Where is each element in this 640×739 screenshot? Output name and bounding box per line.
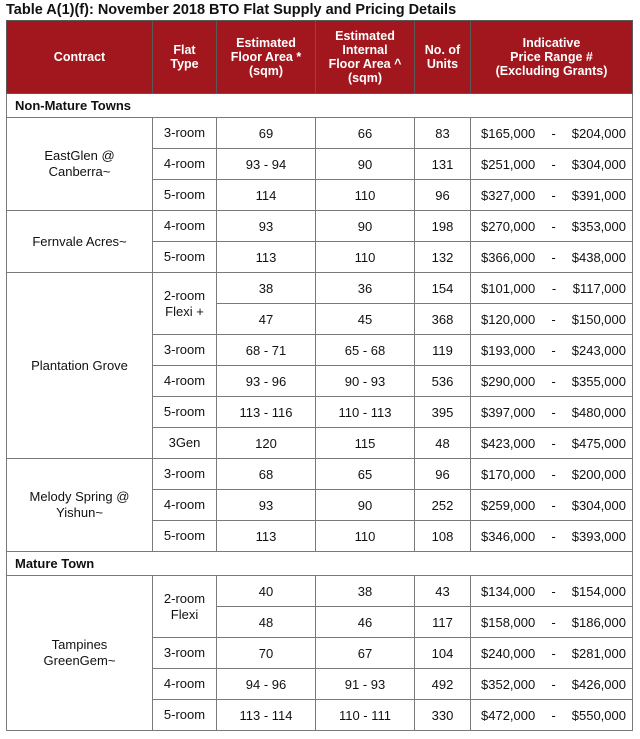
- header-units: No. of Units: [415, 21, 471, 94]
- price-range: $472,000 - $550,000: [471, 700, 633, 731]
- price-range: $290,000 - $355,000: [471, 366, 633, 397]
- flat-type: 3-room: [153, 335, 217, 366]
- floor-area: 93: [217, 490, 316, 521]
- internal-area: 65 - 68: [316, 335, 415, 366]
- price-range: $352,000 - $426,000: [471, 669, 633, 700]
- internal-area: 91 - 93: [316, 669, 415, 700]
- table-row: [7, 459, 633, 490]
- table-title: Table A(1)(f): November 2018 BTO Flat Supply and Pricing Details: [6, 2, 457, 18]
- price-range: $423,000 - $475,000: [471, 428, 633, 459]
- internal-area: 45: [316, 304, 415, 335]
- units: 96: [415, 459, 471, 490]
- price-range: $193,000 - $243,000: [471, 335, 633, 366]
- internal-area: 90: [316, 211, 415, 242]
- units: 83: [415, 118, 471, 149]
- contract-name: EastGlen @ Canberra~: [7, 118, 153, 211]
- units: 96: [415, 180, 471, 211]
- floor-area: 93 - 96: [217, 366, 316, 397]
- header-row: [7, 21, 633, 94]
- flat-type: 4-room: [153, 366, 217, 397]
- flat-type: 3-room: [153, 459, 217, 490]
- units: 131: [415, 149, 471, 180]
- floor-area: 93: [217, 211, 316, 242]
- price-range: $366,000 - $438,000: [471, 242, 633, 273]
- price-range: $270,000 - $353,000: [471, 211, 633, 242]
- units: 198: [415, 211, 471, 242]
- price-range: $397,000 - $480,000: [471, 397, 633, 428]
- flat-type: 5-room: [153, 521, 217, 552]
- units: 108: [415, 521, 471, 552]
- internal-area: 38: [316, 576, 415, 607]
- table-row: [7, 211, 633, 242]
- floor-area: 48: [217, 607, 316, 638]
- internal-area: 90 - 93: [316, 366, 415, 397]
- floor-area: 69: [217, 118, 316, 149]
- price-range: $251,000 - $304,000: [471, 149, 633, 180]
- flat-type: 4-room: [153, 211, 217, 242]
- floor-area: 113 - 116: [217, 397, 316, 428]
- internal-area: 110 - 111: [316, 700, 415, 731]
- header-contract: Contract: [7, 21, 153, 94]
- internal-area: 46: [316, 607, 415, 638]
- section-row-non-mature: [7, 94, 633, 118]
- header-floor-area: Estimated Floor Area * (sqm): [217, 21, 316, 94]
- flat-type: 5-room: [153, 700, 217, 731]
- table-row: [7, 118, 633, 149]
- section-row-mature: [7, 552, 633, 576]
- flat-type: 3-room: [153, 118, 217, 149]
- price-range: $165,000 - $204,000: [471, 118, 633, 149]
- section-label: Mature Town: [7, 552, 633, 576]
- floor-area: 68 - 71: [217, 335, 316, 366]
- units: 43: [415, 576, 471, 607]
- units: 536: [415, 366, 471, 397]
- price-range: $346,000 - $393,000: [471, 521, 633, 552]
- flat-type: 5-room: [153, 180, 217, 211]
- units: 252: [415, 490, 471, 521]
- flat-type: 4-room: [153, 490, 217, 521]
- header-price-range: Indicative Price Range # (Excluding Grants): [471, 21, 633, 94]
- price-range: $101,000 - $117,000: [471, 273, 633, 304]
- flat-type: 2-room Flexi +: [153, 273, 217, 335]
- floor-area: 113 - 114: [217, 700, 316, 731]
- internal-area: 65: [316, 459, 415, 490]
- internal-area: 110 - 113: [316, 397, 415, 428]
- floor-area: 120: [217, 428, 316, 459]
- price-range: $158,000 - $186,000: [471, 607, 633, 638]
- price-range: $170,000 - $200,000: [471, 459, 633, 490]
- floor-area: 93 - 94: [217, 149, 316, 180]
- internal-area: 115: [316, 428, 415, 459]
- price-range: $120,000 - $150,000: [471, 304, 633, 335]
- internal-area: 110: [316, 242, 415, 273]
- floor-area: 38: [217, 273, 316, 304]
- internal-area: 90: [316, 149, 415, 180]
- flat-type: 3Gen: [153, 428, 217, 459]
- price-range: $259,000 - $304,000: [471, 490, 633, 521]
- floor-area: 47: [217, 304, 316, 335]
- internal-area: 66: [316, 118, 415, 149]
- units: 104: [415, 638, 471, 669]
- section-label: Non-Mature Towns: [7, 94, 633, 118]
- internal-area: 110: [316, 180, 415, 211]
- flat-type: 2-room Flexi: [153, 576, 217, 638]
- flat-supply-table: [6, 20, 633, 731]
- flat-type: 5-room: [153, 397, 217, 428]
- floor-area: 68: [217, 459, 316, 490]
- floor-area: 70: [217, 638, 316, 669]
- contract-name: Fernvale Acres~: [7, 211, 153, 273]
- header-flat-type: Flat Type: [153, 21, 217, 94]
- contract-name: Tampines GreenGem~: [7, 576, 153, 731]
- flat-type: 4-room: [153, 669, 217, 700]
- internal-area: 110: [316, 521, 415, 552]
- table-row: [7, 576, 633, 607]
- units: 492: [415, 669, 471, 700]
- floor-area: 94 - 96: [217, 669, 316, 700]
- internal-area: 90: [316, 490, 415, 521]
- units: 368: [415, 304, 471, 335]
- contract-name: Melody Spring @ Yishun~: [7, 459, 153, 552]
- units: 395: [415, 397, 471, 428]
- price-range: $134,000 - $154,000: [471, 576, 633, 607]
- floor-area: 114: [217, 180, 316, 211]
- floor-area: 113: [217, 521, 316, 552]
- units: 330: [415, 700, 471, 731]
- internal-area: 67: [316, 638, 415, 669]
- price-range: $240,000 - $281,000: [471, 638, 633, 669]
- units: 154: [415, 273, 471, 304]
- flat-type: 4-room: [153, 149, 217, 180]
- floor-area: 113: [217, 242, 316, 273]
- flat-type: 3-room: [153, 638, 217, 669]
- units: 132: [415, 242, 471, 273]
- units: 119: [415, 335, 471, 366]
- floor-area: 40: [217, 576, 316, 607]
- contract-name: Plantation Grove: [7, 273, 153, 459]
- price-range: $327,000 - $391,000: [471, 180, 633, 211]
- internal-area: 36: [316, 273, 415, 304]
- flat-type: 5-room: [153, 242, 217, 273]
- units: 48: [415, 428, 471, 459]
- table-row: [7, 273, 633, 304]
- header-internal-floor-area: Estimated Internal Floor Area ^ (sqm): [316, 21, 415, 94]
- units: 117: [415, 607, 471, 638]
